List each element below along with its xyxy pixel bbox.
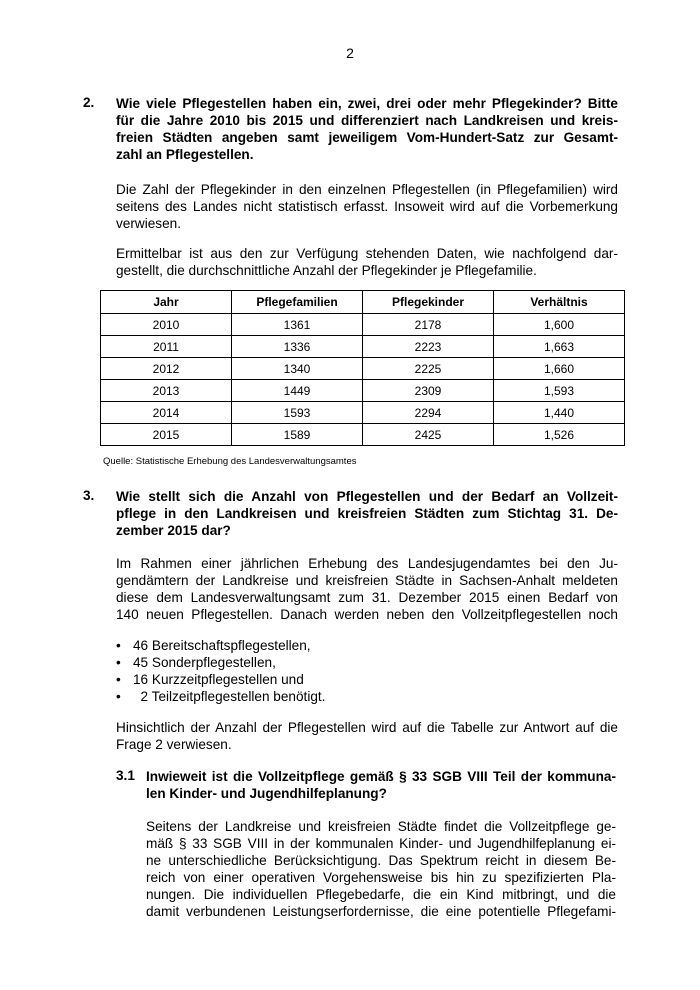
header-ratio: Verhältnis xyxy=(494,291,625,314)
paragraph-2 xyxy=(116,245,618,279)
cell-children: 2178 xyxy=(363,314,494,336)
list-item: • 45 Sonderpflegestellen, xyxy=(116,654,325,671)
paragraph-1 xyxy=(116,181,618,232)
question-line: zember 2015 dar? xyxy=(116,523,231,538)
paragraph-line: damit verbundenen Leistungserfordernisse, die eine potentielle Pflegefami- xyxy=(146,904,616,919)
question-line: len Kinder- und Jugendhilfeplanung? xyxy=(146,786,387,801)
cell-families: 1361 xyxy=(232,314,363,336)
cell-ratio: 1,440 xyxy=(494,402,625,424)
table-row xyxy=(101,314,625,336)
question-line: Wie viele Pflegestellen haben ein, zwei, drei oder mehr Pflegekinder? Bitte xyxy=(116,96,618,111)
paragraph-line: verwiesen. xyxy=(116,216,181,231)
question-line: Wie stellt sich die Anzahl von Pflegestellen und der Bedarf an Vollzeit- xyxy=(116,489,618,504)
cell-ratio: 1,593 xyxy=(494,380,625,402)
paragraph-line: Frage 2 verwiesen. xyxy=(116,737,232,752)
question-line: zahl an Pflegestellen. xyxy=(116,147,254,162)
header-foster-families: Pflegefamilien xyxy=(232,291,363,314)
cell-year: 2015 xyxy=(101,424,232,446)
paragraph-line: Hinsichtlich der Anzahl der Pflegestellen wird auf die Tabelle zur Antwort auf die xyxy=(116,720,618,735)
list-item: • 46 Bereitschaftspflegestellen, xyxy=(116,637,325,654)
paragraph-4 xyxy=(116,719,618,753)
question-line: Inwieweit ist die Vollzeitpflege gemäß § 33 SGB VIII Teil der kommuna- xyxy=(146,769,616,784)
table-header-row xyxy=(101,291,625,314)
paragraph-line: nungen. Die individuellen Pflegebedarfe, die ein Kind mitbringt, und die xyxy=(146,887,616,902)
question-text xyxy=(116,488,618,539)
question-number: 3. xyxy=(83,488,95,503)
paragraph-line: seitens des Landes nicht statistisch erfasst. Insoweit wird auf die Vorbemerkung xyxy=(116,199,618,214)
list-item: • 16 Kurzzeitpflegestellen und xyxy=(116,671,325,688)
paragraph-line: Im Rahmen einer jährlichen Erhebung des Landesjugendamtes bei den Ju- xyxy=(116,556,618,571)
cell-children: 2309 xyxy=(363,380,494,402)
cell-families: 1340 xyxy=(232,358,363,380)
cell-year: 2014 xyxy=(101,402,232,424)
paragraph-5 xyxy=(146,818,616,920)
cell-ratio: 1,600 xyxy=(494,314,625,336)
table-row xyxy=(101,380,625,402)
bullet-list xyxy=(116,637,325,705)
table-row xyxy=(101,402,625,424)
cell-year: 2011 xyxy=(101,336,232,358)
question-text xyxy=(116,95,618,163)
cell-ratio: 1,663 xyxy=(494,336,625,358)
cell-families: 1449 xyxy=(232,380,363,402)
foster-statistics-table xyxy=(100,290,625,446)
list-item: • 2 Teilzeitpflegestellen benötigt. xyxy=(116,688,325,705)
question-number: 2. xyxy=(83,95,95,110)
question-text xyxy=(146,768,616,802)
cell-families: 1589 xyxy=(232,424,363,446)
paragraph-line: Die Zahl der Pflegekinder in den einzelnen Pflegestellen (in Pflegefamilien) wird xyxy=(116,182,618,197)
table-row xyxy=(101,358,625,380)
cell-year: 2010 xyxy=(101,314,232,336)
cell-year: 2013 xyxy=(101,380,232,402)
paragraph-line: mäß § 33 SGB VIII in der kommunalen Kinder- und Jugendhilfeplanung ei- xyxy=(146,836,616,851)
table-row xyxy=(101,424,625,446)
page-number: 2 xyxy=(346,45,354,61)
cell-families: 1336 xyxy=(232,336,363,358)
cell-families: 1593 xyxy=(232,402,363,424)
question-number: 3.1 xyxy=(116,768,135,783)
question-line: freien Städten angeben samt jeweiligem Vom-Hundert-Satz zur Gesamt- xyxy=(116,130,618,145)
question-line: pflege in den Landkreisen und kreisfreien Städten zum Stichtag 31. De- xyxy=(116,506,618,521)
header-year: Jahr xyxy=(101,291,232,314)
cell-children: 2225 xyxy=(363,358,494,380)
paragraph-line: ne unterschiedliche Berücksichtigung. Das Spektrum reicht in diesem Be- xyxy=(146,853,616,868)
question-line: für die Jahre 2010 bis 2015 und differenziert nach Landkreisen und kreis- xyxy=(116,113,618,128)
paragraph-line: reich von einer operativen Vorgehensweise bis hin zu spezifizierten Pla- xyxy=(146,870,616,885)
paragraph-line: gendämtern der Landkreise und kreisfreien Städte in Sachsen-Anhalt meldeten xyxy=(116,573,618,588)
cell-children: 2294 xyxy=(363,402,494,424)
cell-children: 2223 xyxy=(363,336,494,358)
paragraph-line: 140 neuen Pflegestellen. Danach werden neben den Vollzeitpflegestellen noch xyxy=(116,607,618,622)
paragraph-line: Ermittelbar ist aus den zur Verfügung stehenden Daten, wie nachfolgend dar- xyxy=(116,246,618,261)
cell-ratio: 1,526 xyxy=(494,424,625,446)
cell-children: 2425 xyxy=(363,424,494,446)
paragraph-line: gestellt, die durchschnittliche Anzahl der Pflegekinder je Pflegefamilie. xyxy=(116,263,537,278)
header-foster-children: Pflegekinder xyxy=(363,291,494,314)
cell-year: 2012 xyxy=(101,358,232,380)
table-row xyxy=(101,336,625,358)
cell-ratio: 1,660 xyxy=(494,358,625,380)
paragraph-line: diese dem Landesverwaltungsamt zum 31. Dezember 2015 einen Bedarf von xyxy=(116,590,618,605)
paragraph-line: Seitens der Landkreise und kreisfreien Städte findet die Vollzeitpflege ge- xyxy=(146,819,616,834)
table-source-note: Quelle: Statistische Erhebung des Landesverwaltungsamtes xyxy=(103,456,357,467)
paragraph-3 xyxy=(116,555,618,623)
